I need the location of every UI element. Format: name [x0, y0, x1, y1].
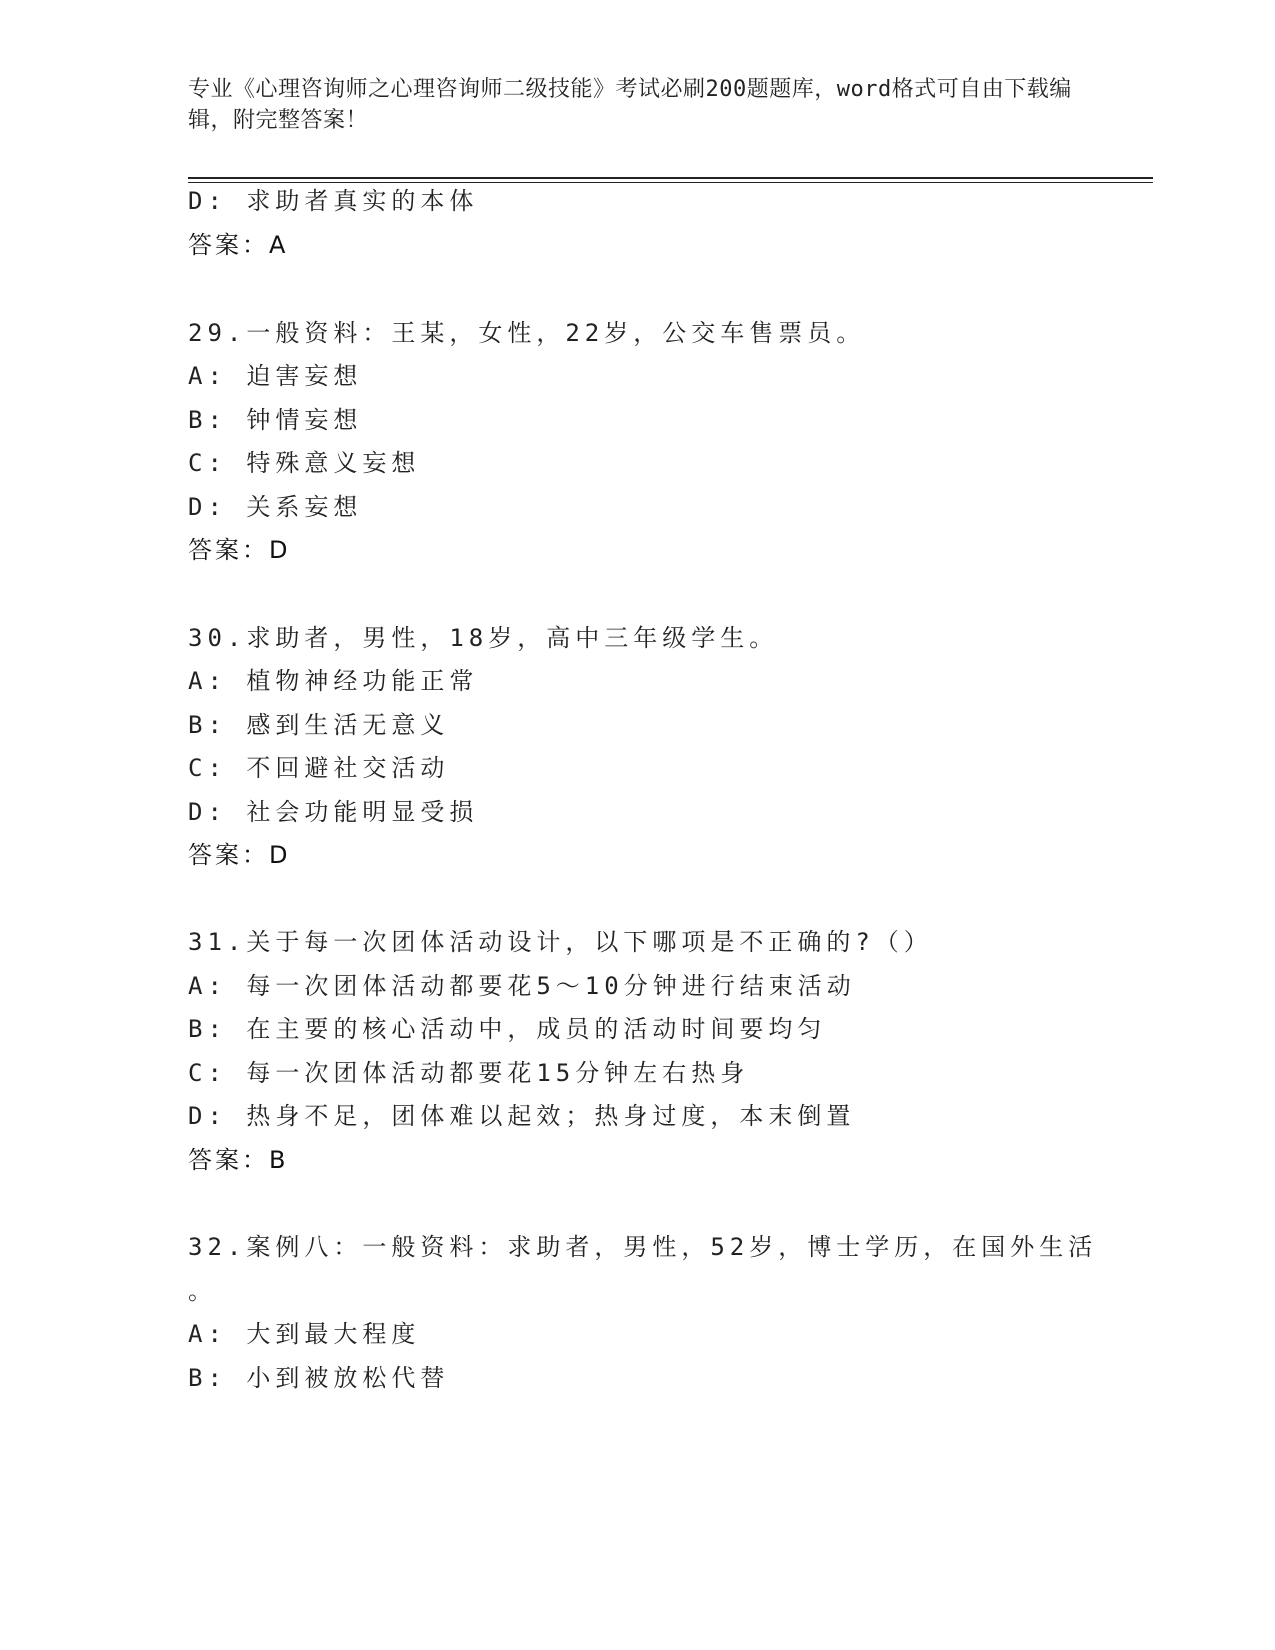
answer-line: 答案：D	[188, 536, 291, 564]
answer-line: 答案：B	[188, 1146, 289, 1174]
question-31: 31.关于每一次团体活动设计，以下哪项是不正确的?（）	[188, 928, 933, 956]
question-32-continuation: 。	[188, 1277, 217, 1305]
option-d: D: 求助者真实的本体	[188, 187, 479, 215]
question-30: 30.求助者，男性，18岁，高中三年级学生。	[188, 624, 779, 652]
answer-line: 答案：A	[188, 231, 289, 259]
option-b: B: 在主要的核心活动中，成员的活动时间要均匀	[188, 1015, 827, 1043]
option-c: C: 每一次团体活动都要花15分钟左右热身	[188, 1059, 750, 1087]
option-d: D: 关系妄想	[188, 493, 363, 521]
option-b: B: 小到被放松代替	[188, 1364, 450, 1392]
answer-line: 答案：D	[188, 841, 291, 869]
option-d: D: 社会功能明显受损	[188, 798, 479, 826]
header-divider	[188, 177, 1153, 179]
option-a: A: 大到最大程度	[188, 1320, 421, 1348]
option-c: C: 特殊意义妄想	[188, 449, 421, 477]
question-32: 32.案例八：一般资料：求助者，男性，52岁，博士学历，在国外生活	[188, 1233, 1098, 1261]
question-29: 29.一般资料：王某，女性，22岁，公交车售票员。	[188, 319, 866, 347]
option-c: C: 不回避社交活动	[188, 754, 450, 782]
option-a: A: 每一次团体活动都要花5～10分钟进行结束活动	[188, 972, 856, 1000]
document-header: 专业《心理咨询师之心理咨询师二级技能》考试必刷200题题库，word格式可自由下载编辑，附完整答案！	[188, 77, 1072, 133]
option-d: D: 热身不足，团体难以起效；热身过度，本末倒置	[188, 1102, 856, 1130]
option-a: A: 植物神经功能正常	[188, 667, 479, 695]
option-b: B: 感到生活无意义	[188, 711, 450, 739]
option-a: A: 迫害妄想	[188, 362, 363, 390]
header-divider-thin	[188, 182, 1153, 183]
option-b: B: 钟情妄想	[188, 406, 363, 434]
